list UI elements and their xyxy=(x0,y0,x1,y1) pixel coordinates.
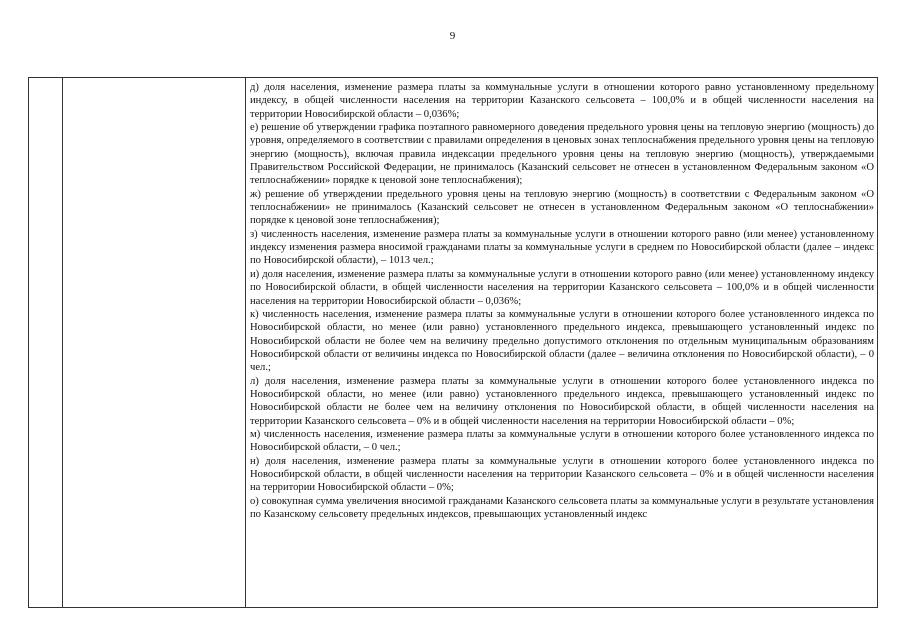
paragraph-z: з) численность населения, изменение размера платы за коммунальные услуги в отношении которого равно (или менее) установленному индексу изменения размера вносимой гражданами платы за коммунальные услуги в среднем по Новосибирской области (далее – индекс по Новосибирской области), – 1013 чел.; xyxy=(250,228,874,267)
paragraph-d: д) доля населения, изменение размера платы за коммунальные услуги в отношении которого равно установленному предельному индексу, в общей численности населения на территории Казанского сельсовета – 100,0% и в общей численности населения на территории Новосибирской области – 0,036%; xyxy=(250,82,874,120)
table-cell-content xyxy=(246,78,878,608)
cell-text xyxy=(246,78,877,607)
table-cell-name xyxy=(63,78,246,608)
paragraph-o: о) совокупная сумма увеличения вносимой гражданами Казанского сельсовета платы за коммунальные услуги в результате установления по Казанскому сельсовету предельных индексов, превышающих установленный индекс xyxy=(250,495,874,520)
table-cell-number xyxy=(29,78,63,608)
paragraph-m: м) численность населения, изменение размера платы за коммунальные услуги в отношении которого более установленного индекса по Новосибирской области, – 0 чел.; xyxy=(250,428,874,454)
paragraph-i: и) доля населения, изменение размера платы за коммунальные услуги в отношении которого равно (или менее) установленному индексу по Новосибирской области, в общей численности населения на территории Казанского сельсовета – 100,0% и в общей численности населения на территории Новосибирской области – 0,036%; xyxy=(250,268,874,307)
paragraph-e: е) решение об утверждении графика поэтапного равномерного доведения предельного уровня цены на тепловую энергию (мощность) до уровня, определяемого в соответствии с правилами определения в ценовых зонах теплоснабжения предельного уровня цены на тепловую энергию (мощность), включая правила индексации предельного уровня цены на тепловую энергию (мощность), утверждаемыми Правительством Российской Федерации, не принималось (Казанский сельсовет не отнесен в установленном Федеральным законом «О теплоснабжении» порядке к ценовой зоне теплоснабжения); xyxy=(250,122,874,187)
page-number: 9 xyxy=(449,30,456,42)
paragraph-k: к) численность населения, изменение размера платы за коммунальные услуги в отношении которого более установленного индекса по Новосибирской области, но менее (или равно) установленного предельного индекса, превышающего установленный индекс по Новосибирской области не более чем на величину предельно допустимого отклонения по отдельным муниципальным образованиям Новосибирской области от величины индекса по Новосибирской области (далее – величина отклонения по Новосибирской области), – 0 чел.; xyxy=(250,308,874,374)
table-row xyxy=(29,78,878,608)
document-table xyxy=(28,77,878,608)
paragraph-zh: ж) решение об утверждении предельного уровня цены на тепловую энергию (мощность) в соответствии с Федеральным законом «О теплоснабжении» не принималось (Казанский сельсовет не отнесен в установленном Федеральным законом «О теплоснабжении» порядке к ценовой зоне теплоснабжения); xyxy=(250,188,874,227)
paragraph-l: л) доля населения, изменение размера платы за коммунальные услуги в отношении которого более установленного индекса по Новосибирской области, но менее (или равно) установленного предельного индекса, превышающего установленный индекс по Новосибирской области не более чем на величину отклонения по Новосибирской области, в общей численности населения на территории Казанского сельсовета – 0% и в общей численности населения на территории Новосибирской области – 0%; xyxy=(250,375,874,427)
paragraph-n: н) доля населения, изменение размера платы за коммунальные услуги в отношении которого более установленного индекса по Новосибирской области, в общей численности населения на территории Казанского сельсовета – 0% и в общей численности населения на территории Новосибирской области – 0%; xyxy=(250,455,874,494)
